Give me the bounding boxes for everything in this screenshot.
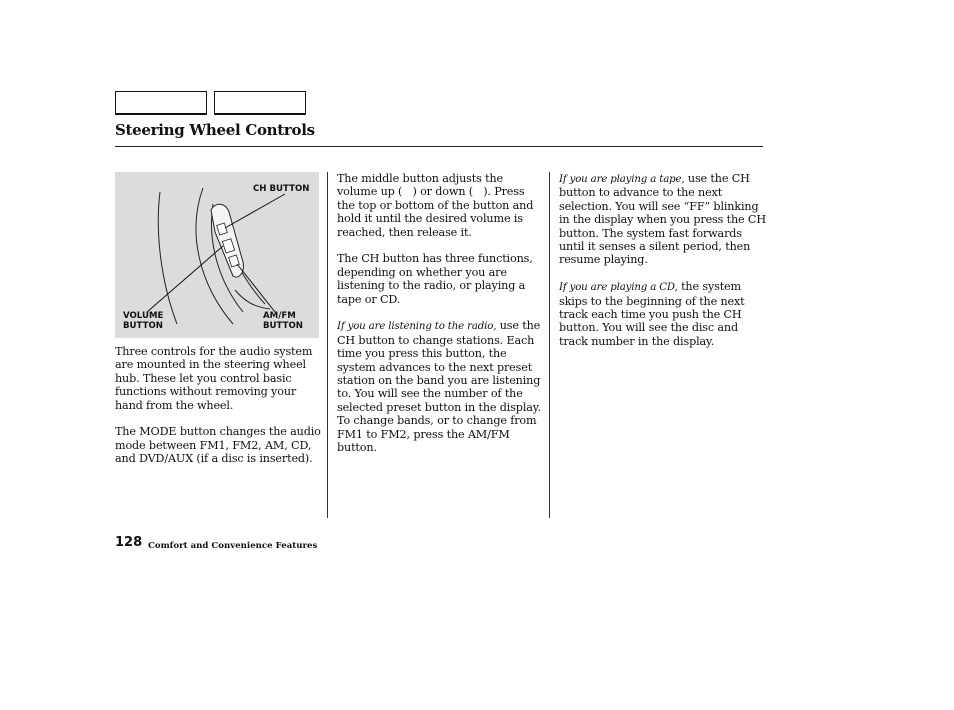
volume-button-leader <box>147 246 223 312</box>
nav-tab-box-2[interactable] <box>214 91 306 115</box>
section-name: Comfort and Convenience Features <box>148 541 318 551</box>
radio-body: use the CH button to change stations. Each time you press this button, the system advances to the next preset station on the band you are listening to. You will see the number of the selected preset button in the display. To change bands, or to change from FM1 to FM2, press the AM/FM button. <box>337 319 541 455</box>
intro-paragraph: Three controls for the audio system are mounted in the steering wheel hub. These let you control basic functions without removing your hand from the wheel. <box>115 345 313 412</box>
radio-paragraph <box>337 319 545 454</box>
volume-paragraph: The middle button adjusts the volume up ( ) or down ( ). Press the top or bottom of the button and hold it until the desired volume is reached, then release it. <box>337 172 534 239</box>
ch-button-label: CH BUTTON <box>253 184 310 194</box>
column-divider-2 <box>549 172 550 518</box>
amfm-button-leader <box>237 264 275 312</box>
ch-button-leader <box>225 194 285 228</box>
column-3 <box>559 172 767 362</box>
cd-paragraph <box>559 280 767 348</box>
column-1 <box>115 345 325 479</box>
cd-body: the system skips to the beginning of the next track each time you push the CH button. You will see the disc and track number in the display. <box>559 280 745 348</box>
column-2 <box>337 172 545 468</box>
cd-lead-in: If you are playing a CD, <box>559 282 678 294</box>
title-rule <box>115 146 763 147</box>
volume-button-label-line1: VOLUME <box>123 311 164 321</box>
volume-button-label-line2: BUTTON <box>123 321 163 331</box>
tape-lead-in: If you are playing a tape, <box>559 174 685 185</box>
tape-body: use the CH button to advance to the next selection. You will see “FF” blinking in the display when you press the CH button. The system fast forwards until it senses a silent period, then resume playing. <box>559 172 766 267</box>
radio-lead-in: If you are listening to the radio, <box>337 321 497 333</box>
page-title: Steering Wheel Controls <box>115 121 315 139</box>
ch-functions-paragraph: The CH button has three functions, depending on whether you are listening to the radio, or playing a tape or CD. <box>337 252 533 306</box>
steering-wheel-controls-illustration <box>115 172 319 338</box>
nav-tab-box-1[interactable] <box>115 91 207 115</box>
amfm-button-label-line2: BUTTON <box>263 321 303 331</box>
page-number: 128 <box>115 535 143 550</box>
amfm-button-label-line1: AM/FM <box>263 311 296 321</box>
tape-paragraph <box>559 172 767 267</box>
column-divider-1 <box>327 172 328 518</box>
mode-button-paragraph: The MODE button changes the audio mode between FM1, FM2, AM, CD, and DVD/AUX (if a disc is inserted). <box>115 425 321 466</box>
